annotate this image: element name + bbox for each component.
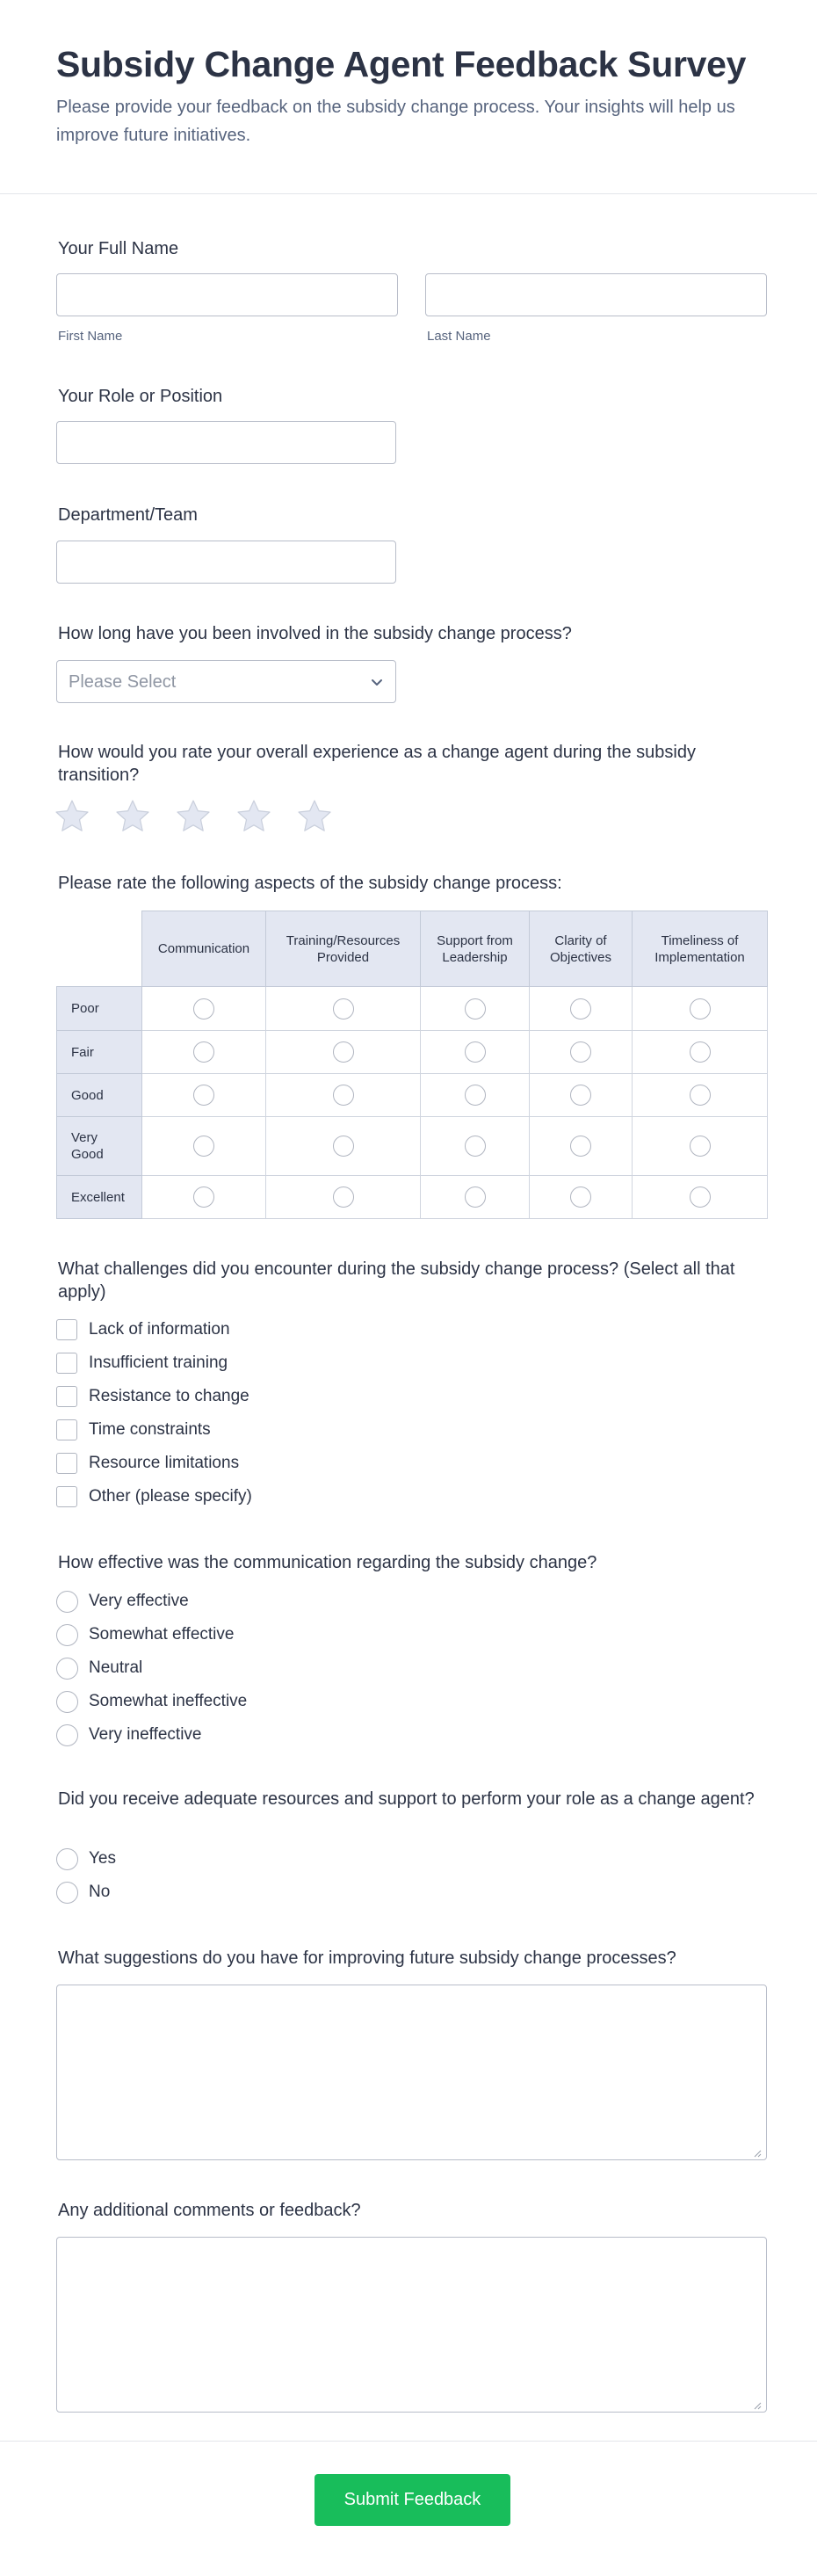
matrix-radio[interactable]: [333, 998, 354, 1020]
submit-button[interactable]: Submit Feedback: [315, 2474, 510, 2526]
matrix-radio[interactable]: [570, 1186, 591, 1208]
matrix-radio[interactable]: [193, 1186, 214, 1208]
matrix-radio[interactable]: [465, 998, 486, 1020]
matrix-radio[interactable]: [690, 1041, 711, 1063]
matrix-radio[interactable]: [465, 1085, 486, 1106]
matrix-row-header: Excellent: [57, 1176, 142, 1219]
matrix-cell: [530, 1031, 633, 1074]
overall-rating-label: How would you rate your overall experience as a change agent during the subsidy transition?: [58, 743, 696, 785]
matrix-radio[interactable]: [465, 1186, 486, 1208]
matrix-radio[interactable]: [193, 1136, 214, 1157]
matrix-radio[interactable]: [690, 1136, 711, 1157]
matrix-radio[interactable]: [570, 1041, 591, 1063]
form-subtitle: Please provide your feedback on the subsidy change process. Your insights will help us improve future initiatives.: [56, 98, 735, 145]
matrix-cell: [421, 1031, 530, 1074]
matrix-cell: [142, 1074, 266, 1117]
challenge-option-label: Time constraints: [89, 1420, 211, 1439]
matrix-cell: [142, 987, 266, 1031]
matrix-radio[interactable]: [333, 1041, 354, 1063]
matrix-cell: [633, 987, 768, 1031]
matrix-cell: [421, 1117, 530, 1176]
star-icon[interactable]: [115, 799, 150, 834]
role-label: Your Role or Position: [58, 387, 223, 406]
matrix-corner: [57, 911, 142, 987]
matrix-cell: [633, 1031, 768, 1074]
matrix-radio[interactable]: [570, 1085, 591, 1106]
star-icon[interactable]: [236, 799, 271, 834]
communication-option-label: Somewhat effective: [89, 1625, 235, 1644]
matrix-radio[interactable]: [333, 1186, 354, 1208]
resize-grip-icon[interactable]: [753, 2401, 762, 2410]
matrix-row: [57, 1176, 768, 1219]
role-input[interactable]: [56, 421, 396, 464]
matrix-cell: [421, 1176, 530, 1219]
matrix-column-header: Communication: [142, 911, 266, 987]
checkbox[interactable]: [56, 1353, 77, 1374]
matrix-cell: [530, 987, 633, 1031]
matrix-cell: [633, 1176, 768, 1219]
star-icon[interactable]: [297, 799, 332, 834]
form-header: [0, 0, 817, 194]
resources-label: Did you receive adequate resources and support to perform your role as a change agent?: [58, 1789, 755, 1809]
suggestions-textarea[interactable]: [56, 1985, 767, 2160]
matrix-cell: [142, 1176, 266, 1219]
matrix-radio[interactable]: [465, 1041, 486, 1063]
communication-option-label: Very effective: [89, 1592, 189, 1610]
matrix-row: [57, 1117, 768, 1176]
form-title: Subsidy Change Agent Feedback Survey: [56, 44, 747, 84]
rating-matrix: [56, 911, 768, 1219]
matrix-column-header: Support from Leadership: [421, 911, 530, 987]
matrix-row-header: Fair: [57, 1031, 142, 1074]
radio-button[interactable]: [56, 1848, 78, 1870]
radio-button[interactable]: [56, 1724, 78, 1746]
checkbox[interactable]: [56, 1319, 77, 1340]
matrix-cell: [530, 1074, 633, 1117]
radio-button[interactable]: [56, 1624, 78, 1646]
matrix-cell: [530, 1176, 633, 1219]
communication-option-label: Neutral: [89, 1658, 143, 1677]
matrix-row: [57, 1031, 768, 1074]
matrix-radio[interactable]: [690, 1186, 711, 1208]
resize-grip-icon[interactable]: [753, 2149, 762, 2158]
star-icon[interactable]: [54, 799, 90, 834]
matrix-cell: [142, 1117, 266, 1176]
matrix-row-header: Poor: [57, 987, 142, 1031]
matrix-cell: [266, 1031, 421, 1074]
communication-option-label: Somewhat ineffective: [89, 1692, 248, 1710]
matrix-cell: [633, 1117, 768, 1176]
chevron-down-icon: [367, 672, 387, 692]
involvement-select[interactable]: [56, 660, 396, 703]
involvement-label: How long have you been involved in the subsidy change process?: [58, 624, 572, 643]
department-label: Department/Team: [58, 505, 198, 525]
matrix-column-header: Training/Resources Provided: [266, 911, 421, 987]
challenges-label: What challenges did you encounter during the subsidy change process? (Select all that apply): [58, 1259, 735, 1302]
department-input[interactable]: [56, 541, 396, 584]
resources-option-label: Yes: [89, 1849, 116, 1868]
communication-label: How effective was the communication regarding the subsidy change?: [58, 1553, 597, 1572]
radio-button[interactable]: [56, 1591, 78, 1613]
matrix-cell: [421, 987, 530, 1031]
checkbox[interactable]: [56, 1419, 77, 1440]
first-name-sublabel: First Name: [58, 329, 123, 344]
matrix-radio[interactable]: [333, 1085, 354, 1106]
challenge-option-label: Lack of information: [89, 1320, 230, 1339]
matrix-cell: [266, 1117, 421, 1176]
radio-button[interactable]: [56, 1691, 78, 1713]
checkbox[interactable]: [56, 1386, 77, 1407]
matrix-cell: [266, 1176, 421, 1219]
comments-textarea[interactable]: [56, 2237, 767, 2413]
matrix-row-header: Good: [57, 1074, 142, 1117]
matrix-radio[interactable]: [193, 1041, 214, 1063]
involvement-selected-value: Please Select: [69, 672, 177, 692]
challenge-option-label: Other (please specify): [89, 1487, 252, 1506]
challenge-option-label: Insufficient training: [89, 1353, 228, 1372]
comments-label: Any additional comments or feedback?: [58, 2201, 361, 2220]
matrix-cell: [266, 987, 421, 1031]
matrix-row: [57, 1074, 768, 1117]
matrix-radio[interactable]: [193, 1085, 214, 1106]
matrix-cell: [633, 1074, 768, 1117]
challenge-option-label: Resource limitations: [89, 1454, 240, 1472]
matrix-radio[interactable]: [690, 1085, 711, 1106]
last-name-sublabel: Last Name: [427, 329, 491, 344]
checkbox[interactable]: [56, 1486, 77, 1507]
matrix-radio[interactable]: [465, 1136, 486, 1157]
star-icon[interactable]: [176, 799, 211, 834]
matrix-radio[interactable]: [333, 1136, 354, 1157]
checkbox[interactable]: [56, 1453, 77, 1474]
footer-divider: [0, 2441, 817, 2442]
full-name-label: Your Full Name: [58, 239, 179, 258]
matrix-radio[interactable]: [570, 1136, 591, 1157]
radio-button[interactable]: [56, 1882, 78, 1904]
suggestions-label: What suggestions do you have for improving future subsidy change processes?: [58, 1948, 676, 1968]
matrix-cell: [266, 1074, 421, 1117]
radio-button[interactable]: [56, 1658, 78, 1680]
matrix-radio[interactable]: [690, 998, 711, 1020]
matrix-column-header: Timeliness of Implementation: [633, 911, 768, 987]
matrix-radio[interactable]: [193, 998, 214, 1020]
matrix-cell: [421, 1074, 530, 1117]
matrix-row: [57, 987, 768, 1031]
last-name-input[interactable]: [425, 273, 767, 316]
matrix-cell: [142, 1031, 266, 1074]
matrix-cell: [530, 1117, 633, 1176]
matrix-row-header: Very Good: [57, 1117, 142, 1176]
challenge-option-label: Resistance to change: [89, 1387, 249, 1405]
first-name-input[interactable]: [56, 273, 398, 316]
matrix-label: Please rate the following aspects of the subsidy change process:: [58, 874, 562, 893]
communication-option-label: Very ineffective: [89, 1725, 202, 1744]
matrix-radio[interactable]: [570, 998, 591, 1020]
resources-option-label: No: [89, 1883, 111, 1901]
matrix-column-header: Clarity of Objectives: [530, 911, 633, 987]
